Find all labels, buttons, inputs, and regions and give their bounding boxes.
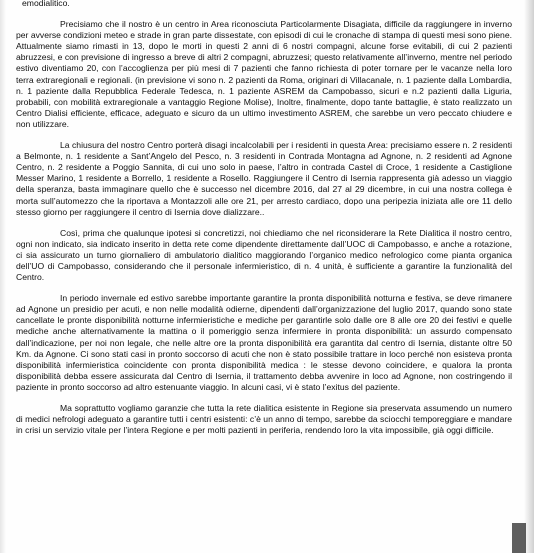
top-fragment: emodialitico. — [22, 0, 70, 8]
scan-binding-shadow — [512, 523, 526, 553]
paragraph-garanzie: Ma soprattutto vogliamo garanzie che tutta la rete dialitica esistente in Regione sia preservata assumendo un numero di medici nefrologi adeguato a garantire tutti i centri esistenti: c’è un anno di tempo, sarebbe da sciocchi temporeggiare e mandare in crisi un servizio vitale per l’intera Regione e per molti pazienti in periferia, rendendo loro la vita impossibile, già oggi difficile. — [16, 403, 512, 436]
scan-edge-left — [0, 0, 6, 553]
paragraph-rete-dialitica: Così, prima che qualunque ipotesi si concretizzi, noi chiediamo che nel riconsiderare la Rete Dialitica il nostro centro, ogni non indicato, sia indicato inserito in detta rete come dipendente direttamente dall’UOC di Campobasso, e anche a rotazione, ci sia assicurato un turno giornaliero di ambulatorio dialitico maggiorando l’organico medico nefrologico come pianta organica dell’UO di Campobasso, considerando che il personale infermieristico, di n. 4 unità, è sufficiente a garantire la funzionalità del Centro. — [16, 227, 512, 283]
document-body — [16, 0, 512, 436]
paragraph-chiusura-centro: La chiusura del nostro Centro porterà disagi incalcolabili per i residenti in questa Area: precisiamo essere n. 2 residenti a Belmonte, n. 1 residente a Sant’Angelo del Pesco, n. 3 residenti in Contrada Montagna ad Agnone, n. 2 residenti ad Agnone Centro, n. 2 residente a Poggio Sannita, di cui uno solo in paese, l’altro in contrada Castel di Croce, 1 residente a Castiglione Messer Marino, 1 residente a Borrello, 1 residente a Rosello. Raggiungere il Centro di Isernia rappresenta già adesso un viaggio della speranza, basta immaginare quello che è successo nel dicembre 2016, dal 27 al 29 dicembre, in cui una nostra collega è morta sull’automezzo che la riportava a Montazzoli alle ore 21, per arresto cardiaco, dopo una peripezia iniziata alle ore 11 dello stesso giorno per raggiungere il centro di Isernia dove dializzare.. — [16, 140, 512, 217]
paragraph-area-disagiata: Precisiamo che il nostro è un centro in Area riconosciuta Particolarmente Disagiata, difficile da raggiungere in inverno per avverse condizioni meteo e strade in gran parte dissestate, con episodi di cui le cronache di stampa di questi mesi sono piene. Attualmente siamo rimasti in 13, dopo le morti in questi 2 anni di 6 nostri compagni, alcune forse evitabili, di cui 2 pazienti abruzzesi, e con previsione di ingresso a breve di altri 2 compagni, abruzzesi; questo relativamente all’inverno, mentre nel periodo estivo diventiamo 20, con l’accoglienza per più mesi di 7 pazienti che fanno richiesta di poter tornare per le vacanze nella loro terra extraregionali e regionali. (in previsione vi sono n. 2 pazienti da Roma, originari di Villacanale, n. 1 paziente dalla Lombardia, n. 1 paziente dalla Repubblica Federale Tedesca, n. 1 paziente ASREM da Campobasso, sicuri e n.2 pazienti dalla Liguria, probabili, con mobilità extraregionale a vantaggio Regione Molise), Inoltre, finalmente, dopo tante battaglie, è stato realizzato un Centro Dialisi efficiente, efficace, adeguato e sicuro da un ultimo investimento ASREM, che sarebbe un vero peccato chiudere e non utilizzare. — [16, 19, 512, 129]
scan-edge-right — [524, 0, 534, 553]
paragraph-pronta-disponibilita: In periodo invernale ed estivo sarebbe importante garantire la pronta disponibilità notturna e festiva, se deve rimanere ad Agnone un presidio per acuti, e non nelle modalità odierne, dipendenti dall’organizzazione del luglio 2017, quando sono state cancellate le pronte disponibilità notturne infermieristiche e mediche per garantirle solo dalle ore 8 alle ore 20 dei festivi e quelle mediche anche alternativamente la mattina o il pomeriggio senza infermiere in pronta disponibilità: un assurdo compensato dall’indicazione, per noi non legale, che nelle altre ore la pronta disponibilità era garantita dal centro di Isernia, distante oltre 50 Km. da Agnone. Ci sono stati casi in pronto soccorso di acuti che non è stato possibile trattare in loco perché non esisteva pronta disponibilità infermieristica coincidente con pronta disponibilità medica : le stesse devono coincidere, e qualora la pronta disponibilità debba essere assicurata dal Centro di Isernia, il trattamento debba avvenire in loco ad Agnone, non costringendo il paziente in pronto soccorso ad altro estenuante viaggio. In alcuni casi, vi è stato l’exitus del paziente. — [16, 293, 512, 392]
